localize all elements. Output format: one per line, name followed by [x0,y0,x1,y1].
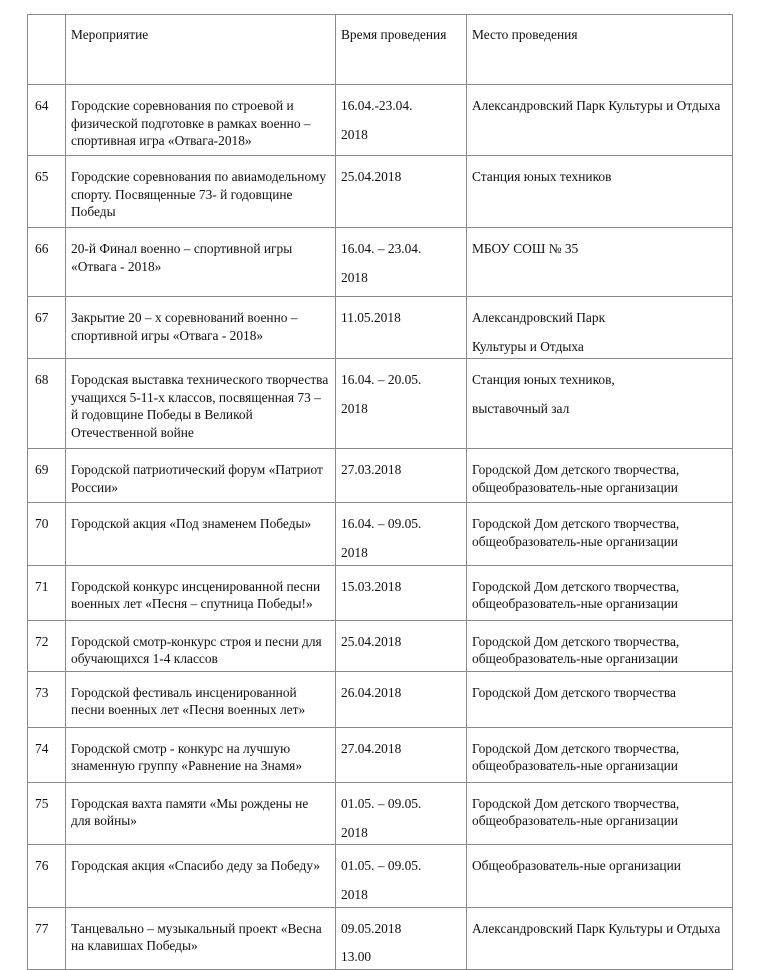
row-time-range: 16.04. – 09.05. [341,516,422,532]
table-row [28,449,733,503]
row-num: 69 [28,449,66,503]
row-event: Городской смотр-конкурс строя и песни для обучающихся 1-4 классов [66,620,336,671]
row-place-line1: Александровский Парк [472,310,606,325]
row-time-range: 16.04. – 20.05. [341,372,422,388]
row-time-hour: 13.00 [341,949,372,965]
row-event: Закрытие 20 – х соревнований военно – спортивной игры «Отвага - 2018» [66,297,336,359]
row-num: 67 [28,297,66,359]
row-num: 75 [28,782,66,844]
row-time: 27.03.2018 [336,449,467,503]
header-place: Место проведения [467,15,733,85]
row-place: Городской Дом детского творчества, общеобразователь-ные организации [467,782,733,844]
table-row [28,228,733,297]
row-event: Городская выставка технического творчества учащихся 5-11-х классов, посвященная 73 – й годовщине Победы в Великой Отечественной войне [66,359,336,449]
row-place: МБОУ СОШ № 35 [467,228,733,297]
row-time: 11.05.2018 [336,297,467,359]
table-row [28,156,733,228]
row-event: 20-й Финал военно – спортивной игры «Отвага - 2018» [66,228,336,297]
row-place: Городской Дом детского творчества [467,671,733,727]
row-time-year: 2018 [341,401,368,417]
row-num: 74 [28,727,66,782]
header-num [28,15,66,85]
row-event: Городской патриотический форум «Патриот России» [66,449,336,503]
row-num: 64 [28,85,66,156]
row-place-line2: Культуры и Отдыха [472,338,584,354]
row-time-date: 09.05.2018 [341,920,402,936]
row-time-range: 01.05. – 09.05. [341,858,422,874]
row-time: 27.04.2018 [336,727,467,782]
row-place [467,359,733,449]
row-event: Городская акция «Спасибо деду за Победу» [66,845,336,907]
table-header-row [28,15,733,85]
row-event: Городские соревнования по авиамодельному спорту. Посвященные 73- й годовщине Победы [66,156,336,228]
table-row [28,565,733,620]
table-row [28,727,733,782]
row-event: Городской фестиваль инсценированной песни военных лет «Песня военных лет» [66,671,336,727]
row-place-line2: выставочный зал [472,401,570,417]
row-time [336,503,467,565]
row-time-year: 2018 [341,824,368,840]
row-time: 25.04.2018 [336,620,467,671]
row-num: 73 [28,671,66,727]
row-event: Городской конкурс инсценированной песни военных лет «Песня – спутница Победы!» [66,565,336,620]
row-event: Городские соревнования по строевой и физической подготовке в рамках военно – спортивная игра «Отвага-2018» [66,85,336,156]
row-time-year: 2018 [341,545,368,561]
row-place: Городской Дом детского творчества, общеобразователь-ные организации [467,565,733,620]
row-place: Александровский Парк Культуры и Отдыха [467,85,733,156]
table-row [28,620,733,671]
row-place: Городской Дом детского творчества, общеобразователь-ные организации [467,620,733,671]
row-num: 72 [28,620,66,671]
row-place-line1: Станция юных техников, [472,372,615,388]
row-time-range: 16.04.-23.04. [341,98,413,113]
row-num: 76 [28,845,66,907]
row-time [336,359,467,449]
table-row [28,907,733,969]
row-event: Городская вахта памяти «Мы рождены не для войны» [66,782,336,844]
table-row [28,671,733,727]
row-place [467,297,733,359]
header-time: Время проведения [336,15,467,85]
header-event: Мероприятие [66,15,336,85]
row-place: Александровский Парк Культуры и Отдыха [467,907,733,969]
row-time [336,845,467,907]
row-time [336,907,467,969]
row-time-year: 2018 [341,126,368,142]
row-event: Городской акция «Под знаменем Победы» [66,503,336,565]
row-time [336,782,467,844]
row-time: 25.04.2018 [336,156,467,228]
table-row [28,359,733,449]
row-time-year: 2018 [341,887,368,902]
row-place: Общеобразователь-ные организации [467,845,733,907]
row-num: 65 [28,156,66,228]
row-time-year: 2018 [341,269,368,285]
row-num: 77 [28,907,66,969]
table-row [28,782,733,844]
row-time: 15.03.2018 [336,565,467,620]
row-num: 70 [28,503,66,565]
table-row [28,845,733,907]
row-place: Станция юных техников [467,156,733,228]
row-num: 66 [28,228,66,297]
row-time [336,85,467,156]
table-row [28,297,733,359]
row-place: Городской Дом детского творчества, общеобразователь-ные организации [467,449,733,503]
row-time [336,228,467,297]
row-num: 68 [28,359,66,449]
row-event: Городской смотр - конкурс на лучшую знаменную группу «Равнение на Знамя» [66,727,336,782]
row-place: Городской Дом детского творчества, общеобразователь-ные организации [467,503,733,565]
row-num: 71 [28,565,66,620]
events-table [27,14,733,970]
row-place: Городской Дом детского творчества, общеобразователь-ные организации [467,727,733,782]
row-time-range: 01.05. – 09.05. [341,795,422,811]
row-time: 26.04.2018 [336,671,467,727]
row-time-range: 16.04. – 23.04. [341,241,422,256]
row-event: Танцевально – музыкальный проект «Весна на клавишах Победы» [66,907,336,969]
table-row [28,503,733,565]
table-row [28,85,733,156]
